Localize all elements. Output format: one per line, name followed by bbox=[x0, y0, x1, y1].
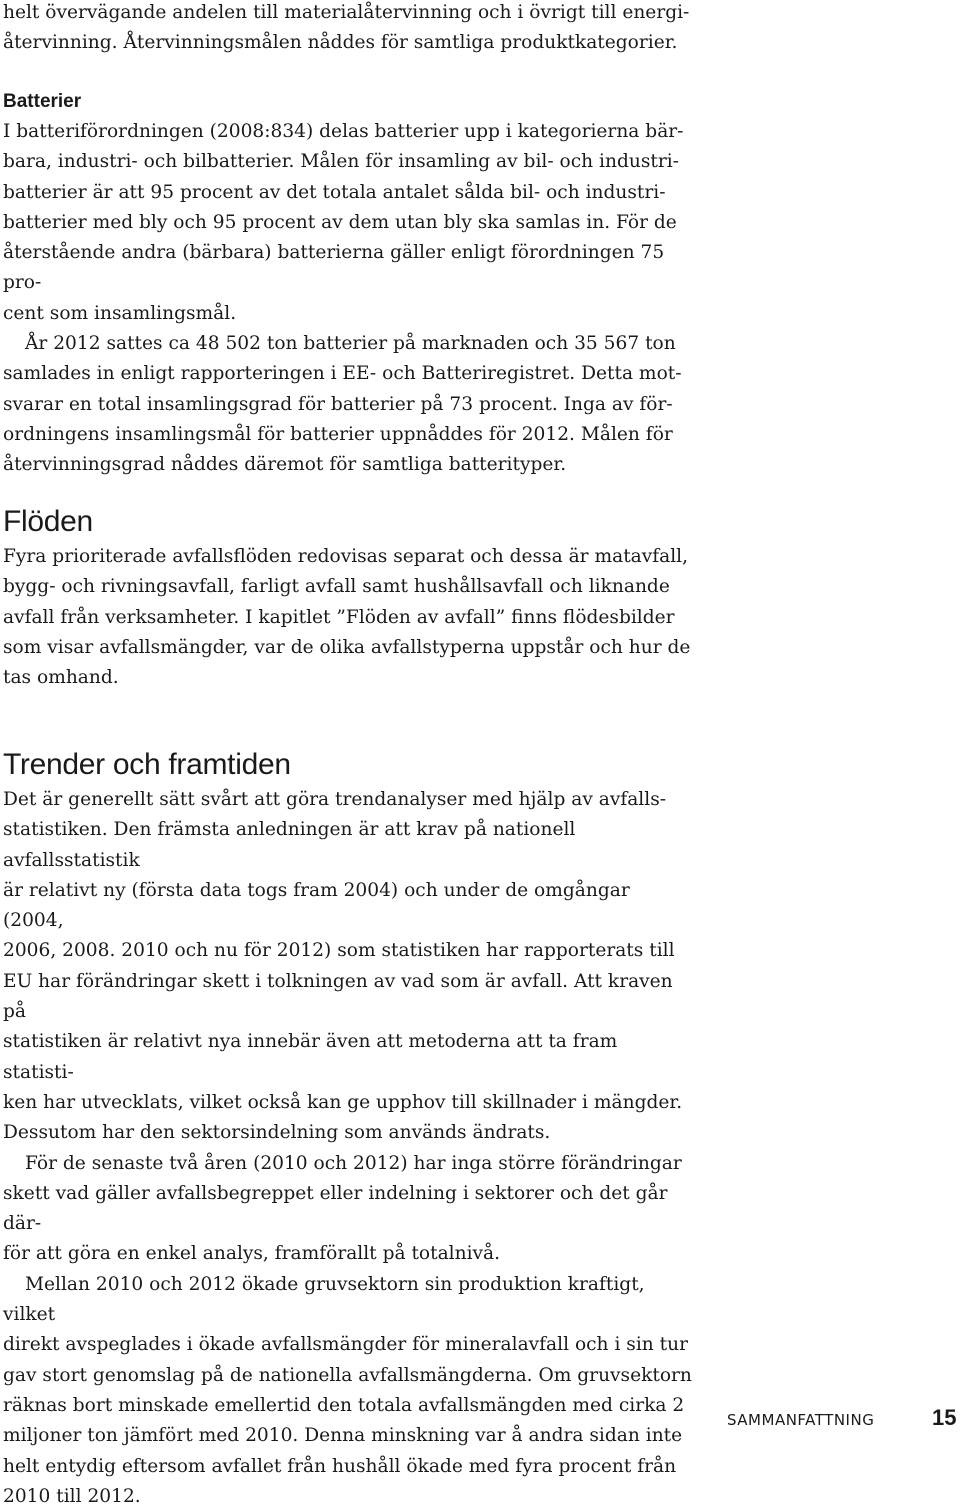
batterier-paragraph-2 bbox=[3, 329, 693, 480]
floden-body bbox=[3, 542, 693, 693]
text-line: I batteriförordningen (2008:834) delas batterier upp i kategorierna bär- bbox=[3, 121, 684, 142]
text-line: tas omhand. bbox=[3, 667, 119, 689]
text-line: År 2012 sattes ca 48 502 ton batterier på marknaden och 35 567 ton bbox=[25, 333, 676, 355]
text-line: statistiken. Den främsta anledningen är att krav på nationell avfallsstatistik bbox=[3, 819, 576, 871]
text-line: avfall från verksamheter. I kapitlet ”Flöden av avfall” finns flödesbilder bbox=[3, 606, 675, 628]
text-line: räknas bort minskade emellertid den totala avfallsmängden med cirka 2 bbox=[3, 1394, 685, 1416]
text-line: statistiken är relativt nya innebär även att metoderna att ta fram statisti- bbox=[3, 1031, 618, 1083]
trender-paragraph-1 bbox=[3, 785, 693, 1149]
text-line: 2006, 2008. 2010 och nu för 2012) som statistiken har rapporterats till bbox=[3, 940, 675, 962]
text-line: helt övervägande andelen till materialåtervinning och i övrigt till energi- bbox=[3, 2, 690, 23]
intro-block bbox=[3, 0, 693, 59]
running-footer-section: SAMMANFATTNING bbox=[727, 1411, 875, 1429]
batterier-paragraph-1 bbox=[3, 117, 693, 329]
text-line: Dessutom har den sektorsindelning som används ändrats. bbox=[3, 1122, 551, 1144]
text-line: återstående andra (bärbara) batterierna gäller enligt förordningen 75 pro- bbox=[3, 242, 665, 294]
text-line: återvinningsgrad nåddes däremot för samtliga batterityper. bbox=[3, 454, 567, 476]
trender-body bbox=[3, 785, 693, 1512]
text-line: batterier är att 95 procent av det totala antalet sålda bil- och industri- bbox=[3, 181, 666, 203]
trender-heading: Trender och framtiden bbox=[3, 748, 291, 781]
text-line: för att göra en enkel analys, framförallt på totalnivå. bbox=[3, 1243, 501, 1265]
text-line: helt entydig eftersom avfallet från hushåll ökade med fyra procent från bbox=[3, 1455, 677, 1477]
text-line: skett vad gäller avfallsbegreppet eller indelning i sektorer och det går där- bbox=[3, 1182, 668, 1235]
trender-paragraph-2 bbox=[3, 1149, 693, 1270]
text-line: som visar avfallsmängder, var de olika avfallstyperna uppstår och hur de bbox=[3, 636, 691, 658]
text-line: ken har utvecklats, vilket också kan ge upphov till skillnader i mängder. bbox=[3, 1091, 683, 1113]
text-line: miljoner ton jämfört med 2010. Denna minskning var å andra sidan inte bbox=[3, 1425, 683, 1447]
batterier-body bbox=[3, 117, 693, 481]
trender-section bbox=[3, 748, 693, 782]
text-line: direkt avspeglades i ökade avfallsmängder för mineralavfall och i sin tur bbox=[3, 1334, 689, 1356]
text-line: bara, industri- och bilbatterier. Målen för insamling av bil- och industri- bbox=[3, 151, 679, 173]
text-line: EU har förändringar skett i tolkningen av vad som är avfall. Att kraven på bbox=[3, 970, 673, 1023]
floden-section bbox=[3, 505, 693, 539]
text-line: ordningens insamlingsmål för batterier uppnåddes för 2012. Målen för bbox=[3, 423, 673, 445]
text-line: batterier med bly och 95 procent av dem utan bly ska samlas in. För de bbox=[3, 211, 677, 233]
text-line: För de senaste två åren (2010 och 2012) har inga större förändringar bbox=[25, 1152, 682, 1174]
text-line: gav stort genomslag på de nationella avfallsmängderna. Om gruvsektorn bbox=[3, 1364, 692, 1386]
floden-heading: Flöden bbox=[3, 505, 93, 538]
batterier-heading: Batterier bbox=[3, 91, 82, 112]
text-line: 2010 till 2012. bbox=[3, 1485, 141, 1507]
text-line: samlades in enligt rapporteringen i EE- och Batteriregistret. Detta mot- bbox=[3, 363, 682, 385]
text-line: Fyra prioriterade avfallsflöden redovisas separat och dessa är matavfall, bbox=[3, 546, 689, 567]
text-line: cent som insamlingsmål. bbox=[3, 302, 237, 324]
text-line: Mellan 2010 och 2012 ökade gruvsektorn sin produktion kraftigt, vilket bbox=[3, 1273, 645, 1326]
text-line: är relativt ny (första data togs fram 2004) och under de omgångar (2004, bbox=[3, 879, 630, 932]
intro-paragraph bbox=[3, 0, 693, 59]
batterier-section bbox=[3, 88, 693, 116]
floden-paragraph-1 bbox=[3, 542, 693, 693]
text-line: återvinning. Återvinningsmålen nåddes för samtliga produktkategorier. bbox=[3, 32, 678, 54]
text-line: Det är generellt sätt svårt att göra trendanalyser med hjälp av avfalls- bbox=[3, 789, 667, 810]
text-line: svarar en total insamlingsgrad för batterier på 73 procent. Inga av för- bbox=[3, 393, 673, 415]
trender-paragraph-3 bbox=[3, 1270, 693, 1512]
page-number: 15 bbox=[932, 1405, 957, 1430]
text-line: bygg- och rivningsavfall, farligt avfall samt hushållsavfall och liknande bbox=[3, 576, 670, 598]
